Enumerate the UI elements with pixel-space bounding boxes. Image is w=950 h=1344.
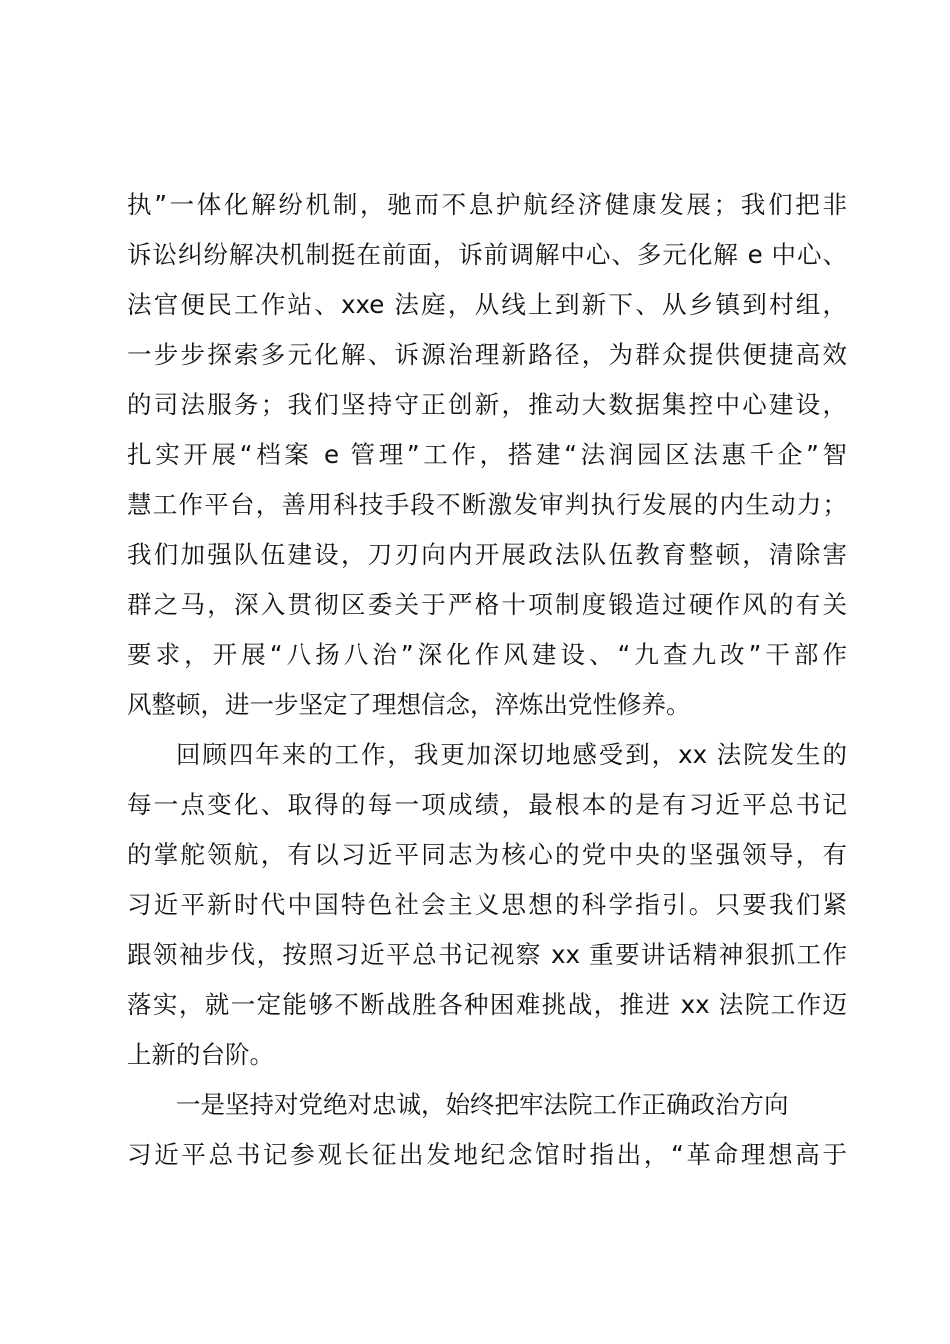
text-line: 风整顿，进一步坚定了理想信念，淬炼出党性修养。	[127, 690, 691, 719]
text-line: 诉讼纠纷解决机制挺在前面，诉前调解中心、多元化解 e 中心、	[127, 240, 847, 269]
text-line: 习近平新时代中国特色社会主义思想的科学指引。只要我们紧	[127, 890, 847, 919]
paragraph-3	[127, 1080, 847, 1180]
body-text	[127, 180, 847, 1180]
text-line: 要求，开展“八扬八治”深化作风建设、“九查九改”干部作	[127, 640, 847, 669]
text-line: 我们加强队伍建设，刀刃向内开展政法队伍教育整顿，清除害	[127, 540, 847, 569]
text-line: 回顾四年来的工作，我更加深切地感受到，xx 法院发生的	[176, 740, 847, 769]
text-line: 每一点变化、取得的每一项成绩，最根本的是有习近平总书记	[127, 790, 847, 819]
text-line: 的司法服务；我们坚持守正创新，推动大数据集控中心建设，	[127, 390, 847, 419]
text-line: 慧工作平台，善用科技手段不断激发审判执行发展的内生动力；	[127, 490, 847, 519]
text-line: 习近平总书记参观长征出发地纪念馆时指出，“革命理想高于	[127, 1140, 847, 1169]
text-line: 落实，就一定能够不断战胜各种困难挑战，推进 xx 法院工作迈	[127, 990, 847, 1019]
text-line: 执”一体化解纷机制，驰而不息护航经济健康发展；我们把非	[127, 190, 847, 219]
text-line: 群之马，深入贯彻区委关于严格十项制度锻造过硬作风的有关	[127, 590, 847, 619]
text-line: 上新的台阶。	[127, 1040, 274, 1069]
text-line: 法官便民工作站、xxe 法庭，从线上到新下、从乡镇到村组，	[127, 290, 847, 319]
text-line: 扎实开展“档案 e 管理”工作，搭建“法润园区法惠千企”智	[127, 440, 847, 469]
paragraph-2	[127, 730, 847, 1080]
text-line: 跟领袖步伐，按照习近平总书记视察 xx 重要讲话精神狠抓工作	[127, 940, 847, 969]
paragraph-1	[127, 180, 847, 730]
text-line: 的掌舵领航，有以习近平同志为核心的党中央的坚强领导，有	[127, 840, 847, 869]
section-heading-line: 一是坚持对党绝对忠诚，始终把牢法院工作正确政治方向	[176, 1090, 789, 1119]
text-line: 一步步探索多元化解、诉源治理新路径，为群众提供便捷高效	[127, 340, 847, 369]
